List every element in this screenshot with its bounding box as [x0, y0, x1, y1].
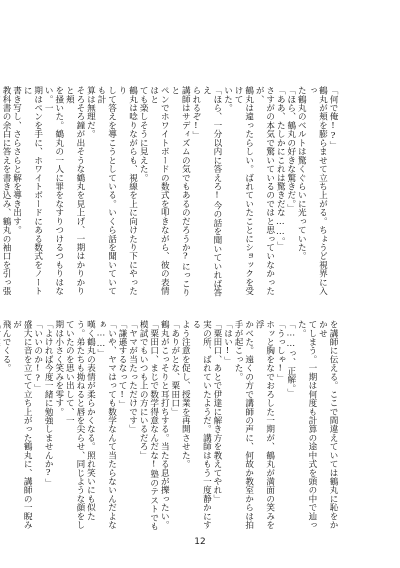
text-line: た鶴丸のベルトは驚くぐらいに光っていた。: [296, 86, 307, 261]
text-line: よう注意を促し、授業を再開させた。: [180, 320, 191, 469]
text-line: かべた。遠くの方で講師の声に、何故か教室からは拍手が起こった。: [233, 320, 254, 530]
text-line: さすがの本気で驚いているのではと思っていなかったが、: [254, 86, 275, 296]
text-line: 期はペンを手に、ホワイトボードにある数式をノートに: [22, 86, 43, 296]
text-line: られるぞ!」: [190, 86, 201, 140]
text-line: 「よければ今度一緒に勉強しませんか?」: [43, 320, 54, 488]
text-line: 模試でもいつも上の方にいるだろ」: [138, 320, 149, 460]
text-line: 「ほら、鶴丸の好きな驚きだ。」: [285, 86, 296, 213]
text-line: [0, 320, 1, 532]
text-line: ホッと胸をなでおろした一期が、鶴丸が満面の笑みを浮: [254, 320, 275, 530]
text-line: して答えを導こうとしている。いくら話を聞いていても計: [95, 86, 117, 296]
text-line: ペンでホワイトボードの数式を叩きながら、彼の表情はと: [148, 86, 170, 296]
text-line: 期は小さく笑みを零す。: [53, 320, 64, 416]
text-line: 「謙遜するなって!」: [117, 320, 128, 409]
text-line: 「……っ、正解。」: [285, 320, 296, 397]
text-line: 講師はサディズムの気でもあるのだろうか?にっこりと: [169, 86, 191, 297]
text-line: を掻いた。鶴丸の一人に罪をなすりつけるつもりはない。一: [43, 86, 64, 296]
text-line: 飛んでくる。: [1, 320, 12, 373]
text-line: 「粟田口、まじで数学得意なんだな!塾のテストでも: [148, 320, 159, 531]
text-line: う。弟たちも拗ねると唇を尖らせ、同じような顔をしていたのを思い出して、一: [64, 320, 85, 530]
text-line: 実の所、ばれていたようだ。講師はもう一度静かにする: [190, 320, 212, 530]
text-line: 「はい!」: [222, 320, 233, 365]
text-line: 算は無理だ。: [85, 86, 96, 139]
text-block-upper: [1, 86, 338, 299]
text-line: 「いいのか!?」: [32, 320, 43, 393]
text-line: 鶴丸は唸りながらも、視線を上に向けたり下にやったり: [117, 86, 138, 296]
page-number: 12: [194, 537, 206, 547]
text-line: 盛大に音を立てて立ち上がった鶴丸に、講師の一睨みが: [11, 320, 33, 530]
text-line: てしまう。一期は何度も計算の途中式を頭の中で辿った。: [296, 320, 317, 530]
text-line: 鶴丸が頬を膨らませて立ち上がる。ちょうど視界に入っ: [306, 86, 328, 296]
text-line: いた。: [222, 86, 233, 113]
text-line: を講師に伝える。ここで間違えていては鶴丸に恥をかかせ: [317, 320, 338, 530]
text-line: 「ほら、一分以内に答えろ!今の話を聞いていれば答え: [201, 86, 222, 297]
text-line: 「ありがとな、粟田口」: [169, 320, 180, 416]
text-line: 鶴丸がこっそりと耳打ちする。当たる息が擽ったい。: [159, 320, 170, 530]
text-line: 「いや、ヤマはっても数学なんて当たらないんだよなぁ……」: [95, 320, 117, 530]
text-line: 鶴丸は違ったらしい。ばれていたことにショックを受けて: [233, 86, 254, 296]
text-line: 書き写し、さらさらと解を導き出す。: [11, 86, 22, 235]
text-line: 「何で俺!?」: [328, 86, 338, 150]
text-line: そろそろ鐘が出そうな鶴丸を見上げ、一期はかりかりと頬: [64, 86, 85, 296]
text-line: 教科書の余白に答えを書き込み、鶴丸の袖口を引っ張: [1, 86, 12, 296]
text-line: 「うっしゃ!」: [275, 320, 286, 383]
text-line: 「ヤマが当たっただけです」: [127, 320, 138, 434]
text-line: 「粟田口、あとで伊達に解き方を教えてやれ」: [211, 320, 222, 504]
text-block-lower: [1, 320, 338, 532]
text-line: ても楽しそうに見えた。: [138, 86, 149, 182]
text-line: 嘆く鶴丸の表情が柔らかくなる。照れ笑いにも似た: [85, 320, 96, 521]
text-line: 「ああ、たしかにこれは驚きだな……。」: [275, 86, 286, 251]
